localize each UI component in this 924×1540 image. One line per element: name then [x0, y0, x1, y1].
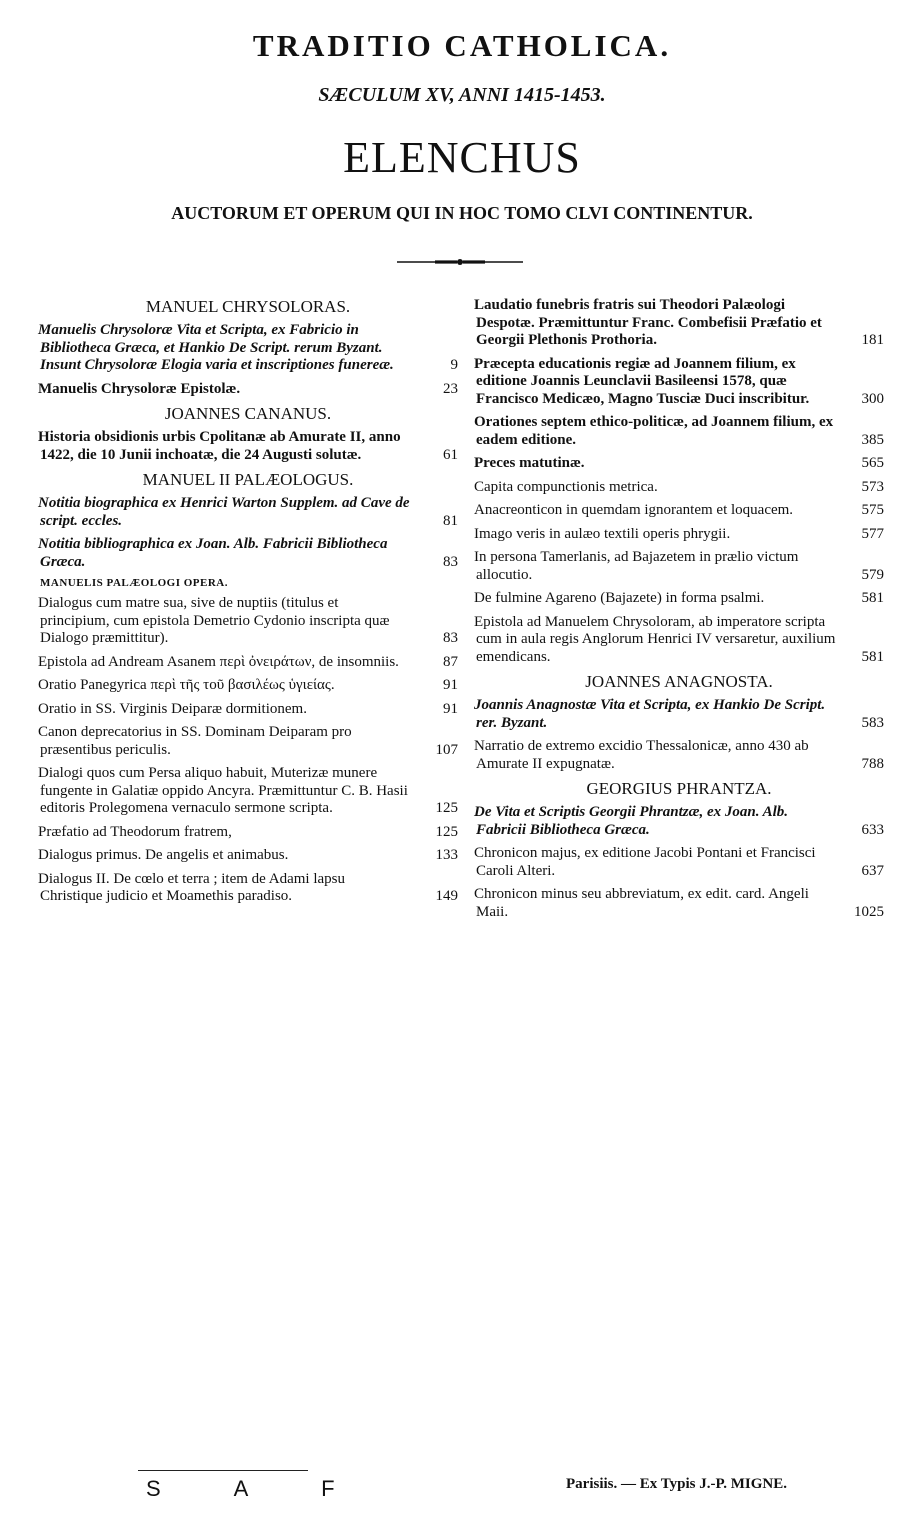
- right-column: [474, 297, 884, 927]
- entry-text: Manuelis Chrysoloræ Epistolæ.: [38, 380, 241, 397]
- entry-text: Epistola ad Andream Asanem περὶ ὀνειράτων, de insomniis.: [38, 653, 399, 670]
- toc-entry: [474, 297, 884, 350]
- toc-entry: [474, 414, 884, 449]
- elenchus-heading: ELENCHUS: [343, 133, 581, 182]
- section-heading: JOANNES CANANUS.: [164, 404, 332, 423]
- entry-text: Dialogus II. De cœlo et terra ; item de Adami lapsu Christique judicio et Moamethis paradiso.: [38, 870, 345, 904]
- entry-text: Præcepta educationis regiæ ad Joannem filium, ex editione Joannis Leunclavii Basileensi 1578, quæ Francisco Medicæo, Magno Tusciæ Duci inscribitur.: [474, 355, 810, 407]
- entry-page: 91: [443, 677, 458, 693]
- entry-text: Orationes septem ethico-politicæ, ad Joannem filium, ex eadem editione.: [474, 414, 834, 448]
- entry-text: De fulmine Agareno (Bajazete) in forma psalmi.: [474, 590, 765, 606]
- page-title: TRADITIO CATHOLICA.: [252, 28, 672, 63]
- entry-text: Joannis Anagnostæ Vita et Scripta, ex Hankio De Script. rer. Byzant.: [474, 697, 826, 731]
- entry-page: 1025: [854, 903, 884, 920]
- entry-page: 91: [443, 700, 458, 717]
- entry-page: 23: [443, 380, 458, 397]
- entry-page: 149: [435, 888, 458, 904]
- entry-page: 125: [435, 800, 458, 816]
- entry-text: Laudatio funebris fratris sui Theodori Palæologi Despotæ. Præmittuntur Franc. Combefisii Præfatio et Georgii Plethonis Prothoria.: [474, 297, 822, 348]
- toc-entry: [474, 697, 884, 732]
- ornament-divider: [397, 258, 523, 266]
- section-heading: JOANNES ANAGNOSTA.: [585, 672, 773, 691]
- toc-entry: [38, 429, 458, 464]
- toc-entry: [474, 549, 884, 584]
- entry-text: Oratio in SS. Virginis Deiparæ dormitionem.: [38, 700, 307, 717]
- toc-entry: [38, 322, 458, 375]
- entry-text: Chronicon majus, ex editione Jacobi Pontani et Francisci Caroli Alteri.: [474, 845, 816, 879]
- entry-page: 61: [443, 446, 458, 463]
- footer-letters: S A F: [146, 1476, 369, 1501]
- sub-heading: MANUELIS PALÆOLOGI OPERA.: [40, 577, 229, 589]
- entry-text: De Vita et Scriptis Georgii Phrantzæ, ex Joan. Alb. Fabricii Bibliotheca Græca.: [474, 804, 789, 838]
- section-heading: MANUEL CHRYSOLORAS.: [145, 297, 351, 316]
- entry-page: 637: [861, 862, 884, 879]
- entry-text: Imago veris in aulæo textili operis phrygii.: [474, 525, 731, 542]
- entry-text: Preces matutinæ.: [474, 455, 585, 471]
- toc-entry: [474, 502, 884, 520]
- left-column: [38, 297, 458, 912]
- entry-text: Capita compunctionis metrica.: [474, 478, 658, 495]
- entry-text: Manuelis Chrysoloræ Vita et Scripta, ex Fabricio in Bibliotheca Græca, et Hankio De Script. rerum Byzant. Insunt Chrysoloræ Elogia varia et inscriptiones funereæ.: [38, 322, 394, 373]
- entry-page: 83: [443, 553, 458, 570]
- toc-entry: [474, 886, 884, 921]
- entry-page: 133: [435, 847, 458, 863]
- toc-entry: [474, 356, 884, 409]
- entry-page: 83: [443, 630, 458, 646]
- toc-entry: [38, 847, 458, 865]
- toc-entry: [474, 804, 884, 839]
- entry-page: 87: [443, 653, 458, 670]
- entry-page: 579: [861, 566, 884, 583]
- entry-page: 573: [861, 478, 884, 495]
- section-heading: GEORGIUS PHRANTZA.: [586, 779, 772, 798]
- entry-text: Narratio de extremo excidio Thessalonicæ, anno 430 ab Amurate II expugnatæ.: [474, 738, 809, 772]
- toc-entry: [38, 536, 458, 571]
- toc-entry: [38, 824, 458, 842]
- entry-page: 125: [435, 823, 458, 840]
- printer-imprint: Parisiis. — Ex Typis J.-P. MIGNE.: [566, 1476, 788, 1492]
- toc-entry: [38, 701, 458, 719]
- toc-entry: [474, 738, 884, 773]
- toc-entry: [38, 724, 458, 759]
- toc-entry: [38, 765, 458, 818]
- entry-text: In persona Tamerlanis, ad Bajazetem in prælio victum allocutio.: [474, 549, 799, 583]
- entry-page: 577: [861, 525, 884, 542]
- entry-text: Historia obsidionis urbis Cpolitanæ ab Amurate II, anno 1422, die 10 Junii inchoatæ, die 24 Augusti solutæ.: [38, 429, 401, 463]
- entry-page: 300: [861, 390, 884, 407]
- toc-entry: [474, 526, 884, 544]
- entry-page: 107: [435, 741, 458, 758]
- entry-page: 575: [861, 502, 884, 518]
- entry-page: 9: [450, 357, 458, 373]
- entry-text: Notitia biographica ex Henrici Warton Supplem. ad Cave de script. eccles.: [38, 495, 410, 529]
- entry-text: Præfatio ad Theodorum fratrem,: [38, 823, 232, 840]
- toc-entry: [38, 595, 458, 648]
- contents-subheading: AUCTORUM ET OPERUM QUI IN HOC TOMO CLVI CONTINENTUR.: [171, 203, 753, 223]
- entry-text: Dialogus cum matre sua, sive de nuptiis (titulus et principium, cum epistola Demetrio Cydonio inscripta quæ Dialogo præmittitur).: [38, 595, 390, 646]
- toc-entry: [474, 845, 884, 880]
- entry-page: 565: [861, 455, 884, 471]
- entry-page: 581: [861, 590, 884, 606]
- entry-text: Canon deprecatorius in SS. Dominam Deiparam pro præsentibus periculis.: [38, 724, 352, 758]
- toc-entry: [38, 381, 458, 399]
- toc-entry: [474, 479, 884, 497]
- footer-marks: [138, 1470, 369, 1510]
- entry-text: Anacreonticon in quemdam ignorantem et loquacem.: [474, 502, 794, 518]
- toc-entry: [38, 654, 458, 672]
- entry-page: 385: [861, 431, 884, 448]
- entry-page: 788: [861, 755, 884, 772]
- toc-entry: [474, 614, 884, 667]
- entry-text: Epistola ad Manuelem Chrysoloram, ab imperatore scripta cum in aula regis Anglorum Henrici IV versaretur, auxilium emendicans.: [474, 613, 836, 665]
- entry-text: Oratio Panegyrica περὶ τῆς τοῦ βασιλέως ὑγιείας.: [38, 677, 335, 693]
- entry-page: 81: [443, 512, 458, 529]
- page-subtitle: SÆCULUM XV, ANNI 1415-1453.: [318, 84, 606, 106]
- section-heading: MANUEL II PALÆOLOGUS.: [142, 470, 354, 489]
- toc-entry: [474, 455, 884, 473]
- toc-entry: [38, 677, 458, 695]
- entry-page: 633: [861, 821, 884, 838]
- entry-text: Notitia bibliographica ex Joan. Alb. Fabricii Bibliotheca Græca.: [38, 536, 388, 570]
- toc-entry: [38, 871, 458, 906]
- entry-text: Dialogi quos cum Persa aliquo habuit, Muterizæ munere fungente in Galatiæ oppido Ancyra. Præmittuntur C. B. Hasii editoris Prolegomena vernaculo sermone scripta.: [38, 765, 408, 816]
- footer-rule: [138, 1470, 308, 1471]
- entry-page: 581: [861, 648, 884, 665]
- toc-entry: [38, 495, 458, 530]
- entry-page: 583: [861, 714, 884, 731]
- entry-text: Dialogus primus. De angelis et animabus.: [38, 847, 289, 863]
- toc-entry: [474, 590, 884, 608]
- entry-text: Chronicon minus seu abbreviatum, ex edit. card. Angeli Maii.: [474, 886, 809, 920]
- entry-page: 181: [861, 332, 884, 348]
